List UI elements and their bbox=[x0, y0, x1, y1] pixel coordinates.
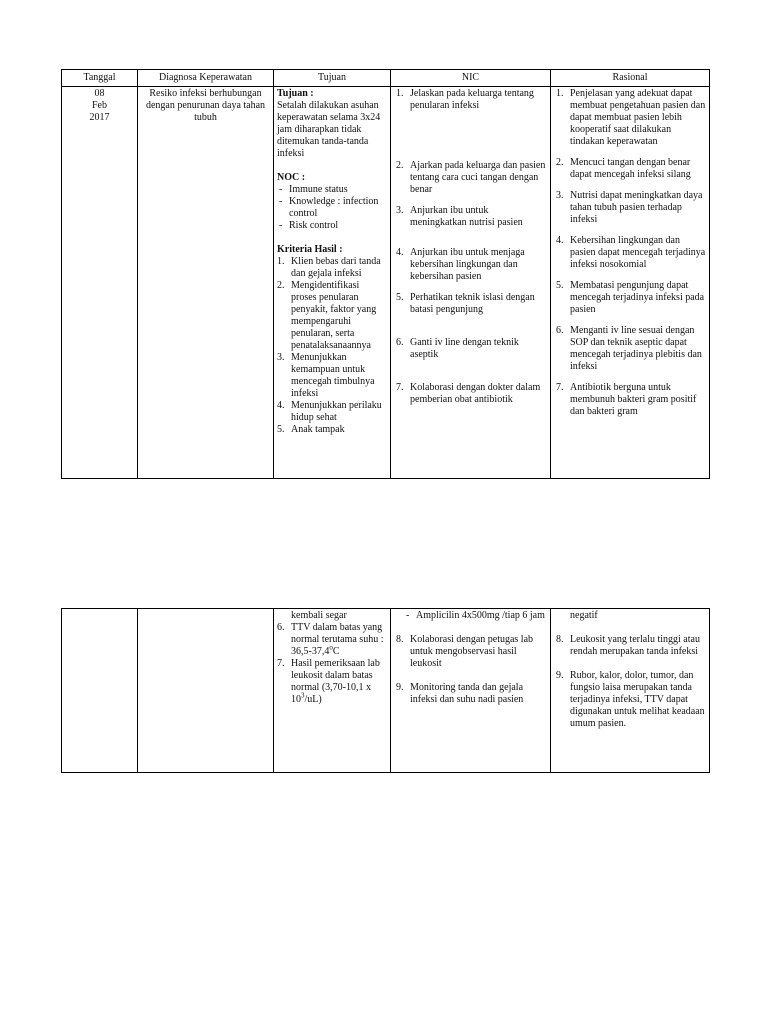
list-text bbox=[570, 325, 706, 373]
list-text-main: Nutrisi dapat meningkatkan daya tahan tubuh pasien terhadap infeksi bbox=[570, 190, 703, 225]
header-nic: NIC bbox=[391, 70, 551, 87]
nic-cell bbox=[391, 609, 551, 773]
list-text bbox=[410, 382, 547, 406]
list-text-main: Kebersihan lingkungan dan pasien dapat mencegah terjadinya infeksi nosokomial bbox=[570, 235, 706, 270]
rasional-cell bbox=[551, 609, 710, 773]
list-text-suffix: /uL) bbox=[304, 694, 322, 705]
list-item bbox=[394, 337, 547, 361]
list-text bbox=[291, 256, 387, 280]
care-plan-table bbox=[61, 69, 710, 479]
list-item bbox=[554, 670, 706, 730]
table-row bbox=[62, 87, 710, 479]
care-plan-table-continued bbox=[61, 608, 710, 773]
list-number: 1. bbox=[277, 256, 285, 267]
rasional-cell bbox=[551, 87, 710, 479]
list-text-main: Kolaborasi dengan dokter dalam pemberian obat antibiotik bbox=[410, 382, 541, 405]
nic-cell bbox=[391, 87, 551, 479]
list-item bbox=[277, 400, 387, 424]
list-text bbox=[291, 424, 387, 436]
list-text bbox=[410, 205, 547, 229]
header-tanggal: Tanggal bbox=[62, 70, 138, 87]
list-number: 9. bbox=[556, 670, 564, 681]
list-text bbox=[410, 160, 547, 196]
list-item bbox=[394, 205, 547, 229]
list-item bbox=[554, 325, 706, 373]
list-number: 2. bbox=[396, 160, 404, 171]
list-number: 2. bbox=[556, 157, 564, 168]
list-text bbox=[570, 382, 706, 418]
list-text-main: Menganti iv line sesuai dengan SOP dan teknik aseptic dapat mencegah terjadinya plebitis dan infeksi bbox=[570, 325, 702, 372]
list-item bbox=[394, 382, 547, 406]
rasional-list bbox=[554, 88, 706, 418]
list-number: 1. bbox=[556, 88, 564, 99]
list-text bbox=[570, 88, 706, 148]
tujuan-cell bbox=[274, 609, 391, 773]
diagnosa-cell bbox=[138, 609, 274, 773]
list-text bbox=[410, 337, 547, 361]
noc-item-text: Risk control bbox=[289, 220, 339, 231]
list-number: 8. bbox=[396, 634, 404, 645]
list-item bbox=[277, 424, 387, 436]
list-text bbox=[410, 292, 547, 316]
list-text-main: Mengidentifikasi proses penularan penyakit, faktor yang mempengaruhi penularan, serta penatalaksanaannya bbox=[291, 280, 377, 351]
dash-bullet: - bbox=[279, 196, 283, 207]
list-number: 7. bbox=[396, 382, 404, 393]
list-text-main: Menunjukkan perilaku hidup sehat bbox=[291, 400, 382, 423]
list-item bbox=[277, 352, 387, 400]
list-text bbox=[570, 634, 706, 658]
kriteria-list bbox=[277, 622, 387, 706]
list-text-main: Anjurkan ibu untuk menjaga kebersihan lingkungan dan kebersihan pasien bbox=[410, 247, 525, 282]
list-text-main: Kolaborasi dengan petugas lab untuk mengobservasi hasil leukosit bbox=[410, 634, 534, 669]
list-item bbox=[277, 256, 387, 280]
list-text-main: Anjurkan ibu untuk meningkatkan nutrisi pasien bbox=[410, 205, 523, 228]
list-item bbox=[394, 634, 547, 670]
list-text-main: Leukosit yang terlalu tinggi atau rendah merupakan tanda infeksi bbox=[570, 634, 700, 657]
superscript: 3 bbox=[301, 691, 305, 700]
list-text bbox=[570, 235, 706, 271]
date-year: 2017 bbox=[89, 112, 110, 123]
list-number: 4. bbox=[396, 247, 404, 258]
list-number: 9. bbox=[396, 682, 404, 693]
noc-item bbox=[277, 196, 387, 220]
header-tujuan: Tujuan bbox=[274, 70, 391, 87]
list-text-main: Antibiotik berguna untuk membunuh bakteri gram positif dan bakteri gram bbox=[570, 382, 697, 417]
tujuan-cell bbox=[274, 87, 391, 479]
list-item bbox=[394, 160, 547, 196]
date-month: Feb bbox=[92, 100, 107, 111]
list-item bbox=[277, 280, 387, 352]
kriteria-heading: Kriteria Hasil : bbox=[277, 244, 343, 255]
diagnosa-text: Resiko infeksi berhubungan dengan penurunan daya tahan tubuh bbox=[145, 88, 266, 123]
list-item bbox=[554, 157, 706, 181]
list-number: 3. bbox=[556, 190, 564, 201]
list-number: 4. bbox=[556, 235, 564, 246]
noc-item bbox=[277, 220, 387, 232]
list-text-main: Ganti iv line dengan teknik aseptik bbox=[410, 337, 519, 360]
noc-list bbox=[277, 184, 387, 232]
list-item bbox=[554, 280, 706, 316]
list-number: 3. bbox=[396, 205, 404, 216]
list-text-main: Klien bebas dari tanda dan gejala infeksi bbox=[291, 256, 381, 279]
list-text-main: Mencuci tangan dengan benar dapat mencegah infeksi silang bbox=[570, 157, 691, 180]
list-number: 3. bbox=[277, 352, 285, 363]
kriteria-continued-text: kembali segar bbox=[291, 610, 347, 621]
list-number: 6. bbox=[277, 622, 285, 633]
list-text bbox=[291, 622, 387, 658]
list-text-main: Ajarkan pada keluarga dan pasien tentang cara cuci tangan dengan benar bbox=[410, 160, 546, 195]
list-text bbox=[410, 88, 547, 112]
rasional-list bbox=[554, 634, 706, 730]
nic-list bbox=[394, 88, 547, 406]
list-item bbox=[394, 88, 547, 112]
list-number: 1. bbox=[396, 88, 404, 99]
header-rasional: Rasional bbox=[551, 70, 710, 87]
list-number: 5. bbox=[556, 280, 564, 291]
superscript: o bbox=[329, 643, 333, 652]
date-day: 08 bbox=[94, 88, 105, 99]
dash-bullet: - bbox=[279, 220, 283, 231]
list-item bbox=[394, 610, 547, 622]
header-diagnosa: Diagnosa Keperawatan bbox=[138, 70, 274, 87]
list-text-main: Rubor, kalor, dolor, tumor, dan fungsio laisa merupakan tanda terjadinya infeksi, TTV dapat digunakan untuk melihat keadaan umum pasien. bbox=[570, 670, 705, 729]
list-text-suffix: C bbox=[332, 646, 340, 657]
list-bullet: - bbox=[406, 610, 410, 621]
list-text bbox=[410, 634, 547, 670]
list-text: Amplicilin 4x500mg /tiap 6 jam bbox=[416, 610, 545, 621]
tujuan-text: Setalah dilakukan asuhan keperawatan selama 3x24 jam diharapkan tidak ditemukan tanda-tanda infeksi bbox=[277, 100, 381, 159]
list-number: 7. bbox=[277, 658, 285, 669]
list-number: 7. bbox=[556, 382, 564, 393]
diagnosa-cell bbox=[138, 87, 274, 479]
list-number: 4. bbox=[277, 400, 285, 411]
list-text-main: Penjelasan yang adekuat dapat membuat pengetahuan pasien dan dapat membuat pasien lebih kooperatif saat dilakukan tindakan keperawatan bbox=[570, 88, 706, 147]
list-text bbox=[570, 157, 706, 181]
list-item bbox=[554, 235, 706, 271]
tanggal-cell bbox=[62, 609, 138, 773]
table-row bbox=[62, 609, 710, 773]
list-text bbox=[410, 682, 547, 706]
list-number: 6. bbox=[396, 337, 404, 348]
list-number: 2. bbox=[277, 280, 285, 291]
list-number: 8. bbox=[556, 634, 564, 645]
list-text bbox=[410, 247, 547, 283]
list-number: 5. bbox=[396, 292, 404, 303]
list-number: 5. bbox=[277, 424, 285, 435]
kriteria-list bbox=[277, 256, 387, 436]
list-item bbox=[554, 634, 706, 658]
list-number: 6. bbox=[556, 325, 564, 336]
list-text-main: Anak tampak bbox=[291, 424, 345, 435]
list-text-main: Jelaskan pada keluarga tentang penularan infeksi bbox=[410, 88, 534, 111]
list-item bbox=[277, 622, 387, 658]
list-text bbox=[570, 280, 706, 316]
list-item bbox=[394, 247, 547, 283]
list-item bbox=[277, 658, 387, 706]
list-item bbox=[554, 88, 706, 148]
list-text-main: Hasil pemeriksaan lab leukosit dalam batas normal (3,70-10,1 x 10 bbox=[291, 658, 380, 705]
list-text-main: Menunjukkan kemampuan untuk mencegah timbulnya infeksi bbox=[291, 352, 375, 399]
list-text bbox=[291, 400, 387, 424]
list-text-main: TTV dalam batas yang normal terutama suhu : 36,5-37,4 bbox=[291, 622, 384, 657]
list-item bbox=[554, 190, 706, 226]
list-text bbox=[291, 658, 387, 706]
rasional-continued-text: negatif bbox=[570, 610, 598, 621]
noc-item-text: Immune status bbox=[289, 184, 348, 195]
noc-heading: NOC : bbox=[277, 172, 306, 183]
dash-bullet: - bbox=[279, 184, 283, 195]
list-text bbox=[291, 280, 387, 352]
list-item bbox=[394, 292, 547, 316]
list-item bbox=[554, 382, 706, 418]
list-text-main: Perhatikan teknik islasi dengan batasi pengunjung bbox=[410, 292, 535, 315]
tujuan-heading: Tujuan : bbox=[277, 88, 314, 99]
nic-list bbox=[394, 634, 547, 706]
list-text-main: Membatasi pengunjung dapat mencegah terjadinya infeksi pada pasien bbox=[570, 280, 705, 315]
list-text bbox=[570, 190, 706, 226]
list-text bbox=[570, 670, 706, 730]
header-row bbox=[62, 70, 710, 87]
list-text-main: Monitoring tanda dan gejala infeksi dan suhu nadi pasien bbox=[410, 682, 524, 705]
noc-item-text: Knowledge : infection control bbox=[289, 196, 379, 219]
noc-item bbox=[277, 184, 387, 196]
tanggal-cell bbox=[62, 87, 138, 479]
list-item bbox=[394, 682, 547, 706]
list-text bbox=[291, 352, 387, 400]
